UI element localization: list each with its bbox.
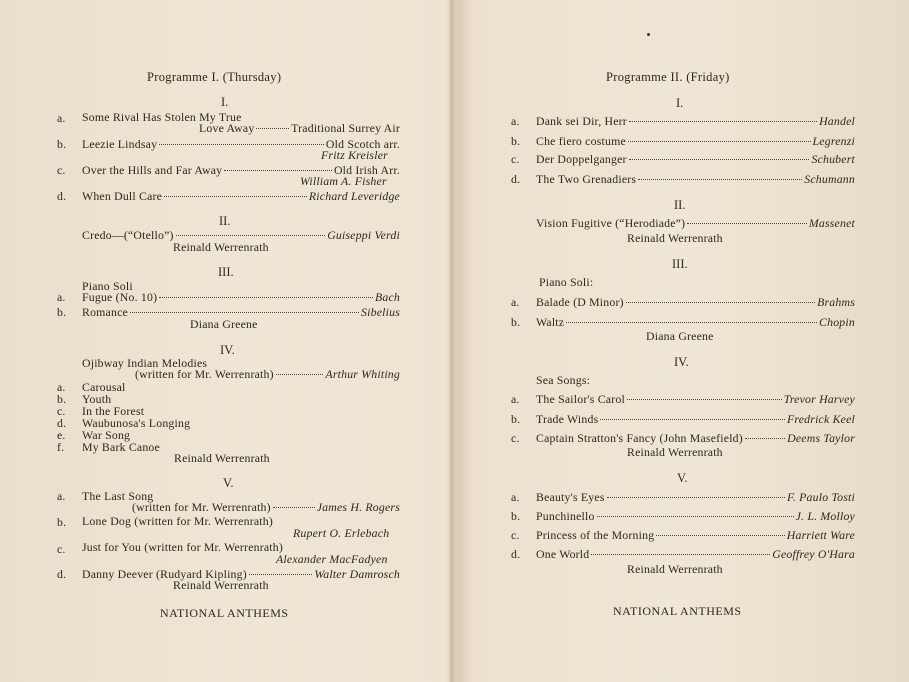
item-letter: b. <box>57 392 67 406</box>
dot-leader <box>273 507 315 508</box>
item-letter: a. <box>511 114 520 128</box>
composer: Old Irish Arr. <box>333 163 400 177</box>
programme-row <box>132 501 400 514</box>
composer: Trevor Harvey <box>783 392 855 406</box>
item-letter: d. <box>511 172 521 186</box>
item-letter: c. <box>57 404 66 418</box>
item-letter: c. <box>57 163 66 177</box>
programme-row <box>511 413 855 426</box>
performer: Reinald Werrenrath <box>173 578 269 592</box>
composer: Walter Damrosch <box>314 567 400 581</box>
item-title: War Song <box>82 428 131 442</box>
item-title: Romance <box>82 305 128 319</box>
programme-row <box>511 393 855 406</box>
section-heading: Piano Soli: <box>539 275 594 289</box>
composer: Schubert <box>811 152 855 166</box>
composer: Harriett Ware <box>786 528 855 542</box>
composer: Richard Leveridge <box>308 189 400 203</box>
national-anthems: NATIONAL ANTHEMS <box>613 604 742 618</box>
item-title: Waubunosa's Longing <box>82 416 191 430</box>
programme-row <box>511 153 855 166</box>
item-letter: b. <box>57 305 67 319</box>
item-letter: a. <box>57 380 66 394</box>
item-title: The Two Grenadiers <box>536 172 637 186</box>
composer: Arthur Whiting <box>325 367 400 381</box>
dot-leader <box>224 170 332 171</box>
composer: Schumann <box>804 172 855 186</box>
composer: Guiseppi Verdi <box>327 228 400 242</box>
programme-row <box>135 368 400 381</box>
programme-row <box>511 510 855 523</box>
composer: Geoffrey O'Hara <box>772 547 855 561</box>
composer: Massenet <box>808 216 855 230</box>
dot-leader <box>276 374 324 375</box>
programme-one-title: Programme I. (Thursday) <box>147 70 282 84</box>
performer: Diana Greene <box>646 329 714 343</box>
item-letter: d. <box>57 189 67 203</box>
item-title: One World <box>536 547 590 561</box>
performer: Reinald Werrenrath <box>174 451 270 465</box>
composer: Traditional Surrey Air <box>291 121 400 135</box>
composer: Sibelius <box>361 305 400 319</box>
item-letter: a. <box>57 489 66 503</box>
item-letter: a. <box>57 290 66 304</box>
item-letter: a. <box>57 111 66 125</box>
item-title: Love Away <box>199 121 255 135</box>
section-number: I. <box>676 96 684 110</box>
programme-row <box>511 529 855 542</box>
section-heading: Sea Songs: <box>536 373 591 387</box>
item-title: My Bark Canoe <box>82 440 160 454</box>
dot-leader <box>256 128 289 129</box>
item-letter: d. <box>511 547 521 561</box>
item-letter: f. <box>57 440 65 454</box>
programme-row <box>511 432 855 445</box>
programme-two-page <box>456 0 909 682</box>
item-title: Der Doppelganger <box>536 152 627 166</box>
dot-leader <box>591 554 770 555</box>
item-letter: a. <box>511 392 520 406</box>
dot-leader <box>130 312 359 313</box>
item-title: The Sailor's Carol <box>536 392 625 406</box>
programme-row <box>511 173 855 186</box>
item-title: Captain Stratton's Fancy (John Masefield) <box>536 431 743 445</box>
item-title: Youth <box>82 392 112 406</box>
section-number: III. <box>218 265 234 279</box>
item-letter: e. <box>57 428 66 442</box>
item-title: Balade (D Minor) <box>536 295 624 309</box>
dot-leader <box>159 297 373 298</box>
item-title: Danny Deever (Rudyard Kipling) <box>82 567 247 581</box>
programme-row <box>511 115 855 128</box>
section-number: I. <box>221 95 229 109</box>
item-title: Some Rival Has Stolen My True <box>82 110 242 124</box>
programme-row <box>57 190 400 203</box>
dot-leader <box>626 302 815 303</box>
composer: Bach <box>374 290 400 304</box>
section-number: II. <box>674 198 686 212</box>
item-letter: a. <box>511 490 520 504</box>
programme-one-page <box>0 0 450 682</box>
performer: Diana Greene <box>190 317 258 331</box>
programme-row <box>57 291 400 304</box>
item-title: Over the Hills and Far Away <box>82 163 223 177</box>
performer: Reinald Werrenrath <box>627 562 723 576</box>
item-title: Leezie Lindsay <box>82 137 158 151</box>
section-number: IV. <box>220 343 235 357</box>
dot-leader <box>629 159 810 160</box>
item-title: Vision Fugitive (“Herodiade”) <box>536 216 686 230</box>
dot-leader <box>176 235 326 236</box>
item-letter: b. <box>57 137 67 151</box>
dot-leader <box>627 399 782 400</box>
item-title: Fugue (No. 10) <box>82 290 158 304</box>
performer: Reinald Werrenrath <box>627 231 723 245</box>
section-heading: Ojibway Indian Melodies <box>82 356 208 370</box>
programme-row <box>536 217 855 230</box>
composer: James H. Rogers <box>316 500 400 514</box>
dot-leader <box>597 516 794 517</box>
item-title: Lone Dog (written for Mr. Werrenrath) <box>82 514 273 528</box>
item-title: Trade Winds <box>536 412 599 426</box>
item-title: Credo—(“Otello”) <box>82 228 174 242</box>
item-letter: a. <box>511 295 520 309</box>
item-letter: b. <box>57 515 67 529</box>
item-letter: d. <box>57 416 67 430</box>
item-title: In the Forest <box>82 404 145 418</box>
item-title: Carousal <box>82 380 126 394</box>
dot-leader <box>638 179 802 180</box>
dot-leader <box>159 144 324 145</box>
item-title: Che fiero costume <box>536 134 626 148</box>
item-letter: b. <box>511 134 521 148</box>
section-number: III. <box>672 257 688 271</box>
programme-row <box>511 135 855 148</box>
composer: Fredrick Keel <box>786 412 855 426</box>
item-title: Waltz <box>536 315 565 329</box>
item-title: Beauty's Eyes <box>536 490 605 504</box>
composer: Chopin <box>819 315 855 329</box>
dot-leader <box>600 419 785 420</box>
composer: Handel <box>819 114 855 128</box>
dot-leader <box>607 497 785 498</box>
arranger: Fritz Kreisler <box>321 148 388 162</box>
item-letter: c. <box>511 528 520 542</box>
dot-leader <box>164 196 307 197</box>
dot-leader <box>628 141 811 142</box>
programme-row <box>511 316 855 329</box>
item-title: Dank sei Dir, Herr <box>536 114 627 128</box>
national-anthems: NATIONAL ANTHEMS <box>160 606 289 620</box>
dot-leader <box>656 535 784 536</box>
item-letter: b. <box>511 509 521 523</box>
composer: Deems Taylor <box>787 431 855 445</box>
arranger: William A. Fisher <box>300 174 387 188</box>
composer: Brahms <box>817 295 855 309</box>
programme-two-title: Programme II. (Friday) <box>606 70 730 84</box>
composer: Rupert O. Erlebach <box>293 526 390 540</box>
programme-row <box>199 122 400 135</box>
item-title: Punchinello <box>536 509 595 523</box>
composer: Alexander MacFadyen <box>276 552 388 566</box>
dot-leader <box>745 438 785 439</box>
composer: F. Paulo Tosti <box>786 490 855 504</box>
composer: Old Scotch arr. <box>325 137 400 151</box>
dot-leader <box>566 322 817 323</box>
item-letter: b. <box>511 412 521 426</box>
dot-leader <box>249 574 312 575</box>
programme-row <box>511 548 855 561</box>
item-letter: c. <box>511 431 520 445</box>
programme-row <box>511 296 855 309</box>
item-title: Just for You (written for Mr. Werrenrath) <box>82 540 283 554</box>
item-title: The Last Song <box>82 489 154 503</box>
section-number: V. <box>223 476 234 490</box>
item-letter: b. <box>511 315 521 329</box>
dot-leader <box>629 121 817 122</box>
composer: J. L. Molloy <box>795 509 855 523</box>
item-letter: c. <box>511 152 520 166</box>
item-title: Princess of the Morning <box>536 528 655 542</box>
performer: Reinald Werrenrath <box>627 445 723 459</box>
item-letter: c. <box>57 542 66 556</box>
item-letter: d. <box>57 567 67 581</box>
item-title: (written for Mr. Werrenrath) <box>132 500 271 514</box>
section-number: V. <box>677 471 688 485</box>
section-number: II. <box>219 214 231 228</box>
dot-leader <box>687 223 807 224</box>
item-title: When Dull Care <box>82 189 163 203</box>
section-heading: Piano Soli <box>82 279 133 293</box>
item-title: (written for Mr. Werrenrath) <box>135 367 274 381</box>
programme-row <box>511 491 855 504</box>
composer: Legrenzi <box>812 134 855 148</box>
section-number: IV. <box>674 355 689 369</box>
performer: Reinald Werrenrath <box>173 240 269 254</box>
